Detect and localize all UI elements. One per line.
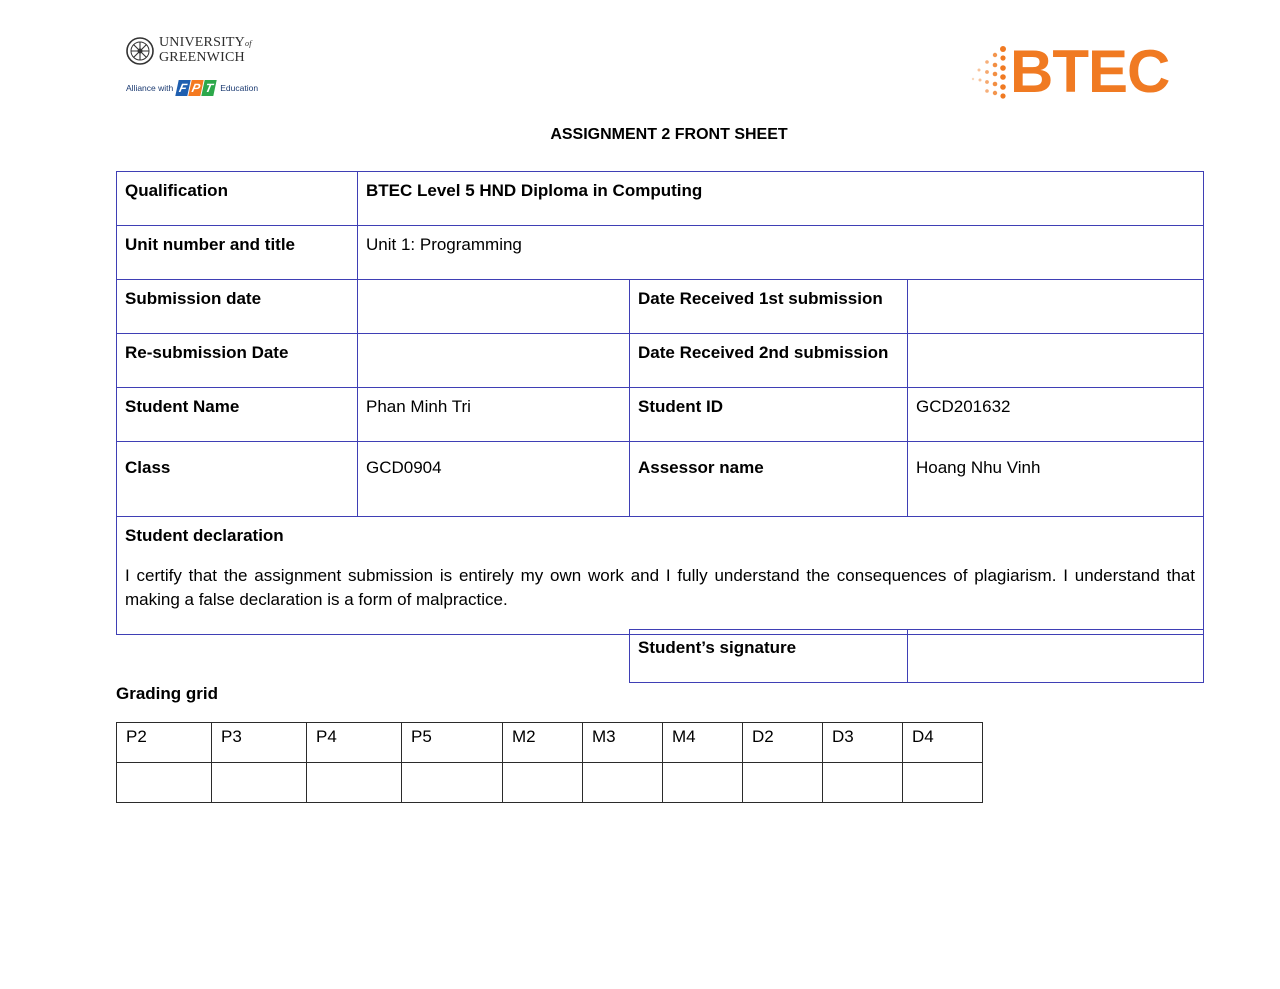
btec-dots-icon: [970, 43, 1010, 101]
unit-row: [117, 226, 1204, 280]
declaration-text: I certify that the assignment submission is entirely my own work and I fully understand the consequences of plagiarism. I understand that making a false declaration is a form of malpractice.: [125, 566, 1195, 609]
received-2nd-label: Date Received 2nd submission: [630, 334, 908, 388]
declaration-row: [117, 517, 1204, 635]
fpt-letter: T: [202, 80, 217, 96]
received-1st-value: [908, 280, 1204, 334]
grade-criterion: D4: [903, 723, 983, 763]
grade-criterion: P2: [117, 723, 212, 763]
btec-wordmark: BTEC: [1010, 38, 1170, 105]
qualification-label: Qualification: [117, 172, 358, 226]
unit-value: Unit 1: Programming: [358, 226, 1204, 280]
resubmission-value: [358, 334, 630, 388]
grade-value-cell: [663, 763, 743, 803]
student-id-value: GCD201632: [908, 388, 1204, 442]
signature-label: Student’s signature: [630, 630, 908, 683]
page-title: ASSIGNMENT 2 FRONT SHEET: [550, 126, 788, 143]
received-1st-label: Date Received 1st submission: [630, 280, 908, 334]
class-value: GCD0904: [358, 442, 630, 517]
student-row: [117, 388, 1204, 442]
class-label: Class: [117, 442, 358, 517]
grade-value-cell: [903, 763, 983, 803]
student-name-label: Student Name: [117, 388, 358, 442]
qualification-row: [117, 172, 1204, 226]
submission-date-row: [117, 280, 1204, 334]
signature-table: [629, 629, 1204, 683]
fpt-logo-icon: [177, 80, 216, 96]
student-id-label: Student ID: [630, 388, 908, 442]
university-emblem-icon: [126, 37, 154, 65]
fpt-alliance-tagline: Alliance with F P T Education: [126, 81, 259, 95]
grade-value-cell: [583, 763, 663, 803]
declaration-heading: Student declaration: [125, 526, 284, 545]
grade-criterion: M3: [583, 723, 663, 763]
grading-grid-table: [116, 722, 983, 803]
grade-value-cell: [212, 763, 307, 803]
submission-date-label: Submission date: [117, 280, 358, 334]
unit-label: Unit number and title: [117, 226, 358, 280]
grade-criterion: M4: [663, 723, 743, 763]
grade-value-cell: [307, 763, 402, 803]
resubmission-row: [117, 334, 1204, 388]
university-of-greenwich-logo: [126, 36, 266, 100]
grade-criterion: P3: [212, 723, 307, 763]
resubmission-label: Re-submission Date: [117, 334, 358, 388]
signature-value: [908, 630, 1204, 683]
grading-criteria-row: [117, 723, 983, 763]
fpt-letter: F: [176, 80, 191, 96]
grading-grid-heading: Grading grid: [116, 684, 218, 703]
grade-value-cell: [743, 763, 823, 803]
grade-value-cell: [117, 763, 212, 803]
grade-criterion: M2: [503, 723, 583, 763]
grade-value-cell: [402, 763, 503, 803]
btec-logo: [970, 40, 1170, 104]
grade-value-cell: [823, 763, 903, 803]
assessor-label: Assessor name: [630, 442, 908, 517]
grading-values-row: [117, 763, 983, 803]
received-2nd-value: [908, 334, 1204, 388]
front-sheet-table: [116, 171, 1204, 635]
grade-criterion: D2: [743, 723, 823, 763]
student-declaration: [117, 517, 1204, 635]
grade-criterion: P4: [307, 723, 402, 763]
assessor-value: Hoang Nhu Vinh: [908, 442, 1204, 517]
signature-row: [630, 630, 1204, 683]
submission-date-value: [358, 280, 630, 334]
qualification-value: BTEC Level 5 HND Diploma in Computing: [358, 172, 1204, 226]
student-name-value: Phan Minh Tri: [358, 388, 630, 442]
university-name: UNIVERSITYof GREENWICH: [159, 35, 252, 65]
class-row: [117, 442, 1204, 517]
grade-criterion: P5: [402, 723, 503, 763]
fpt-letter: P: [189, 80, 204, 96]
grade-value-cell: [503, 763, 583, 803]
grade-criterion: D3: [823, 723, 903, 763]
